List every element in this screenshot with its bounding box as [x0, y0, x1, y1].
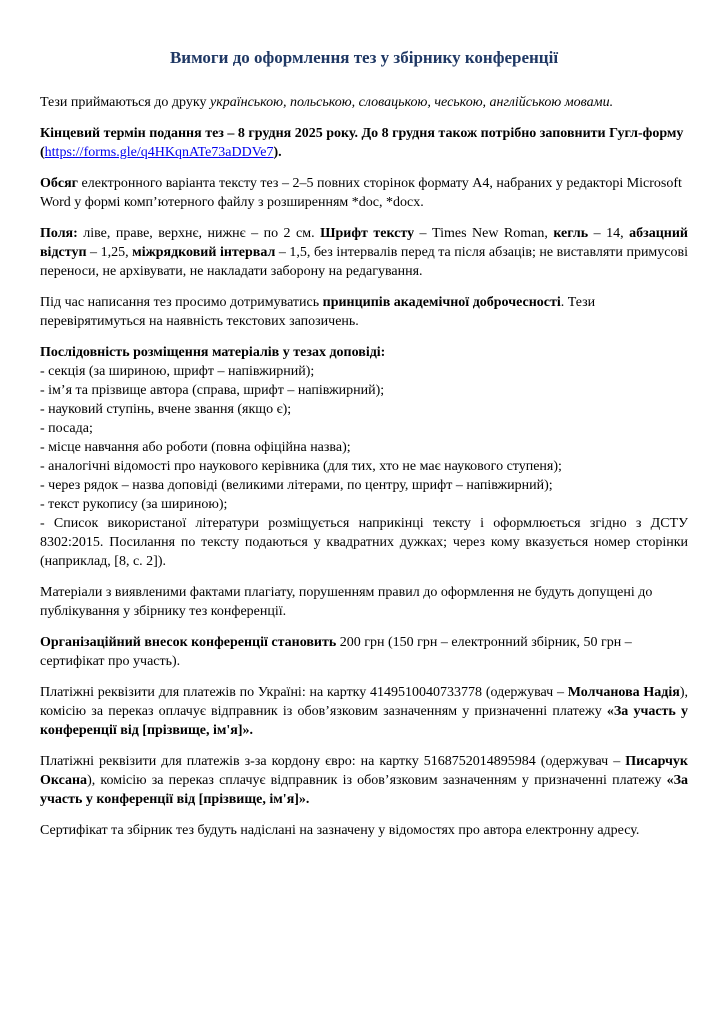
paragraph-languages: [40, 93, 688, 112]
text-run: – 14,: [588, 226, 630, 241]
text-run: - ім’я та прізвище автора (справа, шрифт – напівжирний);: [40, 383, 385, 398]
text-run: . Тези перевірятимуться на наявність текстових запозичень.: [40, 295, 596, 329]
text-run: ), комісію за переказ сплачує відправник із обов’язковим зазначенням у призначенні платежу: [87, 773, 667, 788]
text-run: - Список використаної літератури розміщується наприкінці тексту і оформлюється згідно з ДСТУ 8302:2015. Посилання по тексту подаються у квадратних дужках; через кому вказується номер сторінки (наприклад, [8, с. 2]).: [40, 516, 688, 569]
list-item-supervisor: [40, 457, 688, 476]
text-run: абзацний відступ: [40, 226, 688, 260]
google-form-link[interactable]: https://forms.gle/q4HKqnATe73aDDVe7: [44, 145, 274, 160]
text-run: - аналогічні відомості про наукового керівника (для тих, хто не має наукового ступеня);: [40, 459, 562, 474]
text-run: - науковий ступінь, вчене звання (якщо є);: [40, 402, 292, 417]
paragraph-fee: [40, 633, 688, 671]
list-item-author-name: [40, 381, 688, 400]
text-run: – Times New Roman,: [414, 226, 554, 241]
text-run: Організаційний внесок конференції становить: [40, 635, 337, 650]
text-run: «За участь у конференції від [прізвище, ім'я]».: [40, 773, 688, 807]
text-run: - місце навчання або роботи (повна офіційна назва);: [40, 440, 351, 455]
text-run: Платіжні реквізити для платежів з-за кордону євро: на картку 5168752014895984 (одержувач –: [40, 754, 626, 769]
text-run: кегль: [553, 226, 589, 241]
text-run: ліве, праве, верхнє, нижнє – по 2 см.: [77, 226, 321, 241]
text-run: - через рядок – назва доповіді (великими літерами, по центру, шрифт – напівжирний);: [40, 478, 553, 493]
list-item-position: [40, 419, 688, 438]
text-run: Платіжні реквізити для платежів по Україні: на картку 4149510040733778 (одержувач –: [40, 685, 568, 700]
text-run: Матеріали з виявленими фактами плагіату, порушенням правил до оформлення не будуть допущені до публікування у збірнику тез конференції.: [40, 585, 653, 619]
text-run: Тези приймаються до друку: [40, 95, 210, 110]
text-run: - секція (за шириною, шрифт – напівжирний);: [40, 364, 315, 379]
text-run: електронного варіанта тексту тез – 2–5 повних сторінок формату А4, набраних у редакторі Microsoft Word у формі комп’ютерного файлу з розширенням *doc, *docx.: [40, 176, 682, 210]
list-item-affiliation: [40, 438, 688, 457]
text-run: українською, польською, словацькою, чеською, англійською мовами.: [209, 95, 614, 110]
paragraph-plagiarism: [40, 583, 688, 621]
text-run: Шрифт тексту: [320, 226, 415, 241]
text-run: Обсяг: [40, 176, 79, 191]
text-run: Послідовність розміщення матеріалів у тезах доповіді:: [40, 345, 386, 360]
text-run: «За участь у конференції від [прізвище, ім'я]».: [40, 704, 689, 738]
text-run: міжрядковий інтервал: [132, 245, 276, 260]
list-item-references: [40, 514, 688, 571]
text-run: – 1,25,: [86, 245, 133, 260]
paragraph-formatting: [40, 224, 688, 281]
text-run: Поля:: [40, 226, 78, 241]
text-run: принципів академічної доброчесності: [322, 295, 561, 310]
text-run: – 1,5, без інтервалів перед та після абзаців; не виставляти примусові переноси, не архівувати, не накладати заборону на редагування.: [40, 245, 689, 279]
text-run: ).: [273, 145, 282, 160]
paragraph-deadline: [40, 124, 688, 162]
text-run: Кінцевий термін подання тез – 8 грудня 2025 року. До 8 грудня також потрібно заповнити Гугл-форму (: [40, 126, 684, 160]
paragraph-payment-ukraine: [40, 683, 688, 740]
paragraph-academic-integrity: [40, 293, 688, 331]
text-run: Писарчук Оксана: [40, 754, 688, 788]
document-title: Вимоги до оформлення тез у збірнику конференції: [169, 48, 559, 67]
text-run: Молчанова Надія: [567, 685, 680, 700]
list-item-report-title: [40, 476, 688, 495]
list-item-degree: [40, 400, 688, 419]
text-run: - посада;: [40, 421, 93, 436]
list-item-manuscript-text: [40, 495, 688, 514]
text-run: Сертифікат та збірник тез будуть надіслані на зазначену у відомостях про автора електронну адресу.: [40, 823, 640, 838]
text-run: ), комісію за переказ оплачує відправник із обов’язковим зазначенням у призначенні платежу: [40, 685, 688, 719]
document-body: [40, 93, 688, 840]
text-run: 200 грн (150 грн – електронний збірник, 50 грн – сертифікат про участь).: [40, 635, 632, 669]
list-heading-materials-order: [40, 343, 688, 362]
paragraph-volume: [40, 174, 688, 212]
text-run: Під час написання тез просимо дотримуватись: [40, 295, 323, 310]
paragraph-payment-abroad: [40, 752, 688, 809]
list-item-section: [40, 362, 688, 381]
paragraph-certificate-delivery: [40, 821, 688, 840]
text-run: - текст рукопису (за шириною);: [40, 497, 228, 512]
